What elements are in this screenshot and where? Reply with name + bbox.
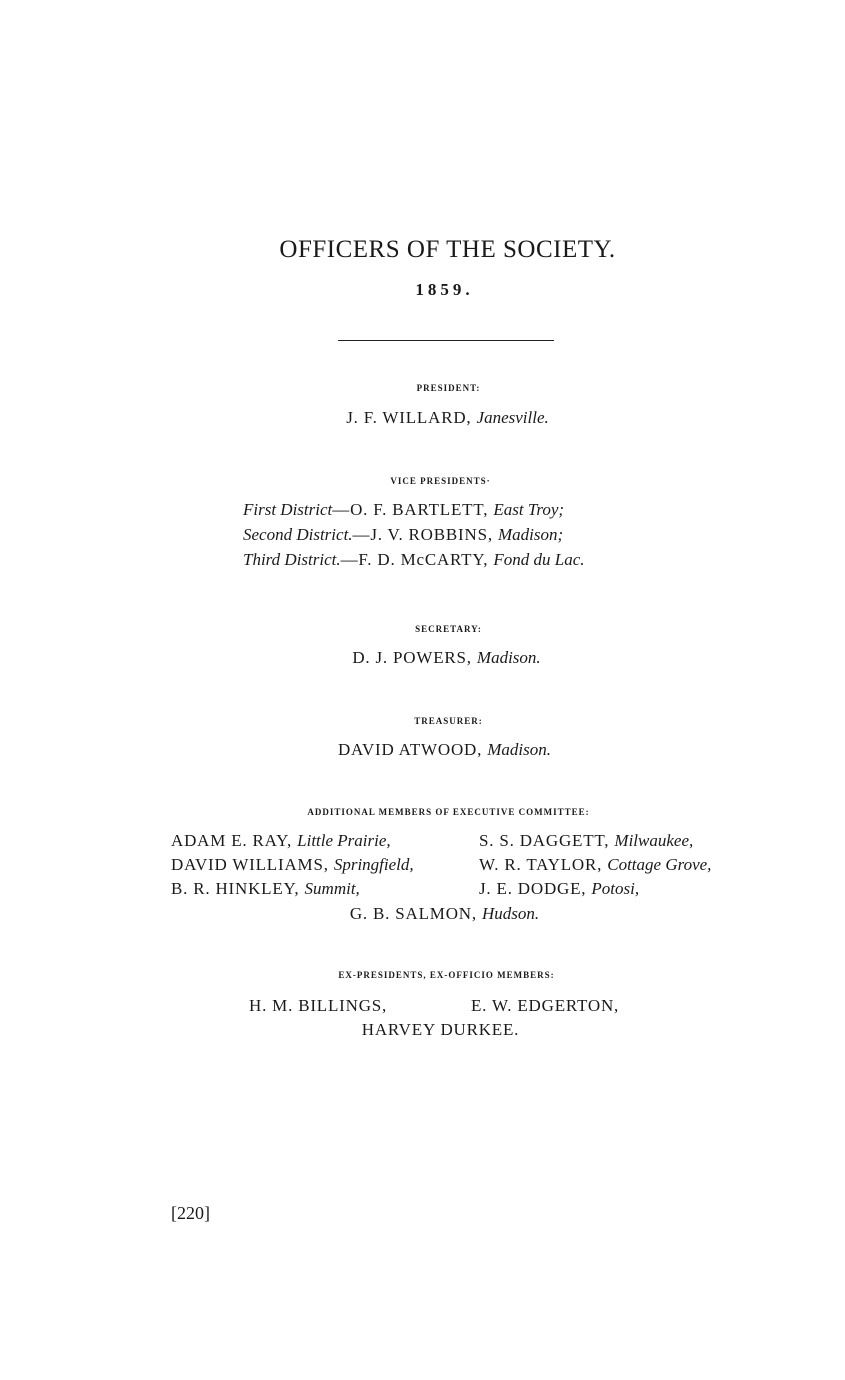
treasurer-place: Madison. (487, 740, 551, 759)
vice-president-place: East Troy; (493, 500, 565, 519)
president-place: Janesville. (476, 408, 549, 427)
ex-president-name: H. M. BILLINGS, (249, 996, 388, 1015)
district-label: First District (243, 500, 333, 519)
secretary-place: Madison. (476, 648, 541, 667)
president-heading: PRESIDENT: (416, 383, 481, 393)
ex-presidents-heading: EX-PRESIDENTS, EX-OFFICIO MEMBERS: (338, 970, 555, 980)
member-name: ADAM E. RAY, (171, 831, 293, 850)
member-place: Hudson. (481, 904, 540, 923)
member-place: Milwaukee, (614, 831, 694, 850)
page-title: OFFICERS OF THE SOCIETY. (279, 236, 616, 263)
committee-member (171, 879, 360, 899)
vice-president-row (243, 500, 564, 520)
year: 1859. (415, 280, 474, 299)
president-name: J. F. WILLARD, (346, 408, 472, 427)
secretary-entry (24, 648, 845, 668)
member-place: Summit, (304, 879, 360, 898)
member-name: G. B. SALMON, (349, 904, 477, 923)
member-name: J. E. DODGE, (479, 879, 587, 898)
vice-president-row (243, 550, 585, 570)
member-place: Cottage Grove, (607, 855, 712, 874)
page-number: [220] (171, 1203, 210, 1223)
ex-president-name: HARVEY DURKEE. (361, 1020, 520, 1039)
member-place: Springfield, (333, 855, 414, 874)
committee-member (22, 904, 845, 924)
vice-president-name: —J. V. ROBBINS, (352, 525, 493, 544)
ex-president-name: E. W. EDGERTON, (471, 996, 620, 1015)
member-place: Little Prairie, (297, 831, 391, 850)
treasurer-heading: TREASURER: (414, 716, 483, 726)
treasurer-entry (22, 740, 845, 760)
vice-president-row (243, 525, 563, 545)
committee-member (171, 855, 414, 875)
committee-member (479, 879, 639, 899)
vice-president-place: Fond du Lac. (493, 550, 585, 569)
committee-member (479, 831, 693, 851)
member-name: S. S. DAGGETT, (479, 831, 610, 850)
district-label: Third District. (243, 550, 341, 569)
member-name: DAVID WILLIAMS, (171, 855, 329, 874)
member-name: B. R. HINKLEY, (171, 879, 300, 898)
member-place: Potosi, (591, 879, 640, 898)
vice-president-name: —F. D. McCARTY, (340, 550, 489, 569)
district-label: Second District. (243, 525, 353, 544)
secretary-heading: SECRETARY: (415, 624, 482, 634)
president-entry (25, 408, 845, 428)
committee-member (479, 855, 711, 875)
executive-committee-heading: ADDITIONAL MEMBERS OF EXECUTIVE COMMITTEE: (307, 807, 590, 817)
treasurer-name: DAVID ATWOOD, (337, 740, 483, 759)
vice-president-place: Madison; (497, 525, 564, 544)
secretary-name: D. J. POWERS, (352, 648, 472, 667)
vice-president-name: —O. F. BARTLETT, (332, 500, 489, 519)
committee-member (171, 831, 391, 851)
divider-rule (338, 340, 554, 341)
vice-presidents-heading: VICE PRESIDENTS· (390, 476, 491, 486)
member-name: W. R. TAYLOR, (479, 855, 603, 874)
